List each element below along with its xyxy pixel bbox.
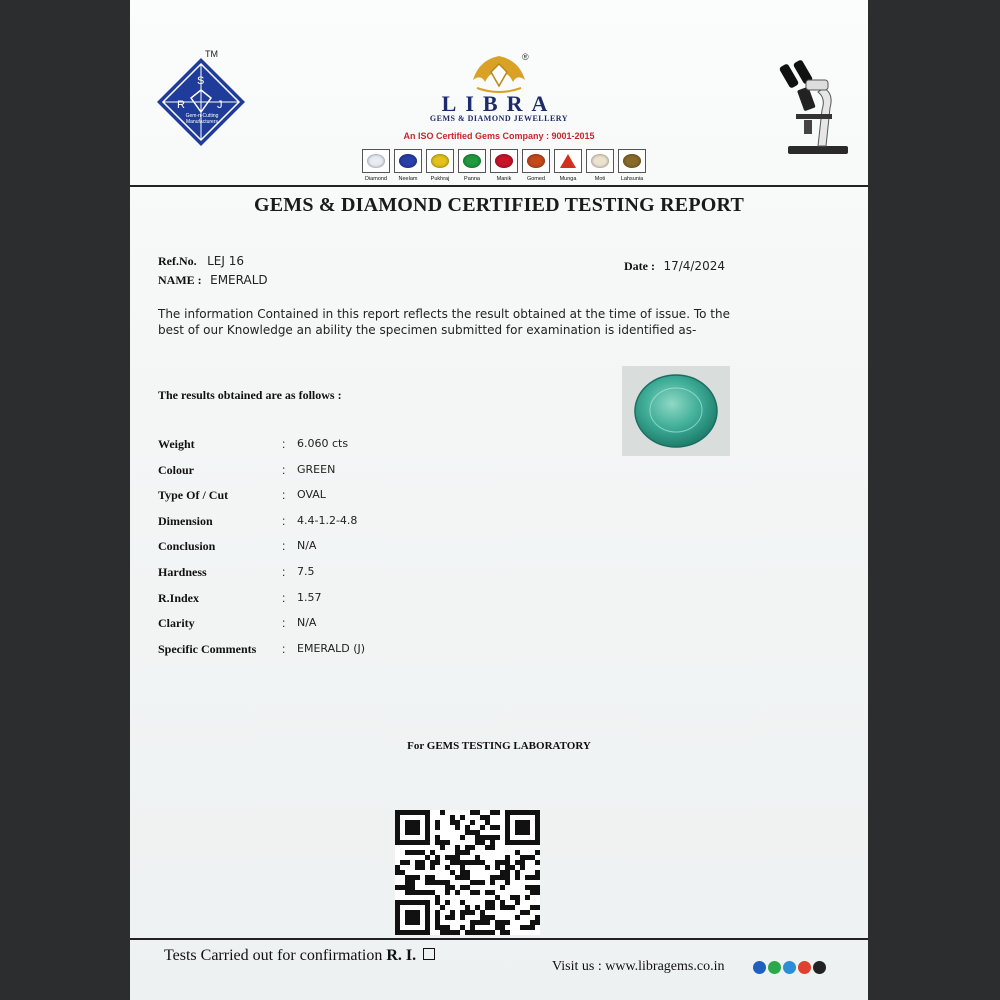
gem-label: Diamond: [364, 176, 387, 182]
instagram-icon[interactable]: [813, 961, 826, 974]
gem-lahsunia: [617, 149, 647, 182]
svg-text:R: R: [177, 99, 185, 111]
gem-label: Neelam: [398, 176, 418, 182]
gem-label: Panna: [464, 176, 480, 182]
gem-panna: [457, 149, 487, 182]
report-title: GEMS & DIAMOND CERTIFIED TESTING REPORT: [254, 194, 744, 216]
gem-label: Gomed: [526, 176, 546, 182]
social-icons: [753, 961, 826, 974]
date-line: [624, 257, 725, 275]
tm-mark: TM: [205, 49, 218, 59]
name-label: NAME :: [158, 273, 202, 287]
website-link[interactable]: Visit us : www.libragems.co.in: [552, 959, 725, 974]
footer-divider: [130, 938, 868, 940]
youtube-icon[interactable]: [798, 961, 811, 974]
ref-label: Ref.No.: [158, 254, 197, 268]
neelam-icon: [394, 149, 422, 173]
result-label: Weight: [158, 437, 195, 451]
manik-icon: [490, 149, 518, 173]
diamond-icon: [362, 149, 390, 173]
intro-paragraph: The information Contained in this report reflects the result obtained at the time of issue. To the best of our Knowledge an ability the specimen submitted for examination is identified as-: [158, 307, 730, 337]
result-label: Specific Comments: [158, 641, 257, 656]
checkbox-icon: [423, 948, 435, 960]
facebook-icon[interactable]: [753, 961, 766, 974]
ref-value: LEJ 16: [207, 254, 244, 268]
gem-label: Lahsunia: [620, 176, 644, 182]
result-separator: :: [282, 488, 286, 503]
result-row: [158, 463, 658, 479]
result-value: 6.060 cts: [297, 437, 349, 450]
result-separator: :: [282, 462, 286, 477]
result-separator: :: [282, 590, 286, 605]
gem-label: Manik: [496, 176, 512, 182]
gem-strip: [361, 149, 647, 182]
result-row: [158, 616, 658, 632]
result-value: GREEN: [297, 462, 336, 476]
libra-name: LIBRA: [441, 91, 557, 116]
result-row: [158, 514, 658, 530]
svg-text:S: S: [197, 75, 205, 87]
certificate-paper: [130, 0, 868, 1000]
ri-label: R. I.: [386, 947, 417, 964]
result-separator: :: [282, 641, 286, 656]
name-value: EMERALD: [210, 273, 268, 287]
result-value: 7.5: [297, 565, 315, 578]
gomed-icon: [522, 149, 550, 173]
gem-label: Munga: [559, 176, 577, 182]
result-label: Conclusion: [158, 539, 216, 554]
libra-crest-icon: [469, 52, 529, 94]
result-separator: :: [282, 565, 286, 579]
result-row: [158, 488, 658, 504]
gem-label: Pukhraj: [430, 176, 450, 182]
result-row: [158, 591, 658, 607]
results-heading: The results obtained are as follows :: [158, 388, 342, 402]
registered-mark: ®: [522, 52, 529, 62]
gem-gomed: [521, 149, 551, 182]
result-separator: :: [282, 616, 286, 631]
srj-tagline: Gem-n-Cutting Manufacturers: [185, 113, 219, 125]
whatsapp-icon[interactable]: [768, 961, 781, 974]
qr-code[interactable]: [395, 810, 540, 935]
result-label: Type Of / Cut: [158, 488, 229, 503]
result-label: R.Index: [158, 590, 200, 605]
munga-icon: [554, 149, 582, 173]
result-separator: :: [282, 513, 286, 528]
result-label: Clarity: [158, 616, 195, 631]
gem-diamond: [361, 149, 391, 182]
gem-label: Moti: [594, 176, 606, 182]
result-row: [158, 539, 658, 555]
result-label: Hardness: [158, 565, 207, 579]
tests-text: Tests Carried out for confirmation: [164, 947, 383, 964]
result-separator: :: [282, 539, 286, 554]
result-value: EMERALD (J): [297, 641, 366, 655]
result-value: N/A: [297, 539, 317, 553]
gem-munga: [553, 149, 583, 182]
panna-icon: [458, 149, 486, 173]
result-value: 4.4-1.2-4.8: [297, 513, 358, 527]
result-value: 1.57: [297, 590, 322, 604]
result-row: [158, 437, 658, 453]
name-line: [158, 271, 268, 289]
lahsunia-icon: [618, 149, 646, 173]
result-value: OVAL: [297, 488, 326, 502]
result-row: [158, 565, 658, 581]
iso-certification: An ISO Certified Gems Company : 9001-2015: [403, 131, 595, 141]
result-label: Colour: [158, 462, 194, 477]
date-label: Date :: [624, 259, 655, 273]
gem-pukhraj: [425, 149, 455, 182]
lab-signature-line: For GEMS TESTING LABORATORY: [407, 740, 591, 752]
gem-moti: [585, 149, 615, 182]
header-divider: [130, 185, 868, 187]
result-row: [158, 642, 658, 658]
ref-line: [158, 252, 244, 270]
svg-text:J: J: [217, 99, 223, 111]
result-separator: :: [282, 437, 286, 451]
gem-manik: [489, 149, 519, 182]
result-value: N/A: [297, 616, 317, 630]
footer-tests: [164, 947, 435, 965]
result-label: Dimension: [158, 513, 213, 528]
pukhraj-icon: [426, 149, 454, 173]
moti-icon: [586, 149, 614, 173]
microscope-icon: [778, 58, 856, 158]
libra-subtitle: GEMS & DIAMOND JEWELLERY: [429, 114, 569, 123]
gem-neelam: [393, 149, 423, 182]
twitter-icon[interactable]: [783, 961, 796, 974]
date-value: 17/4/2024: [663, 259, 725, 273]
